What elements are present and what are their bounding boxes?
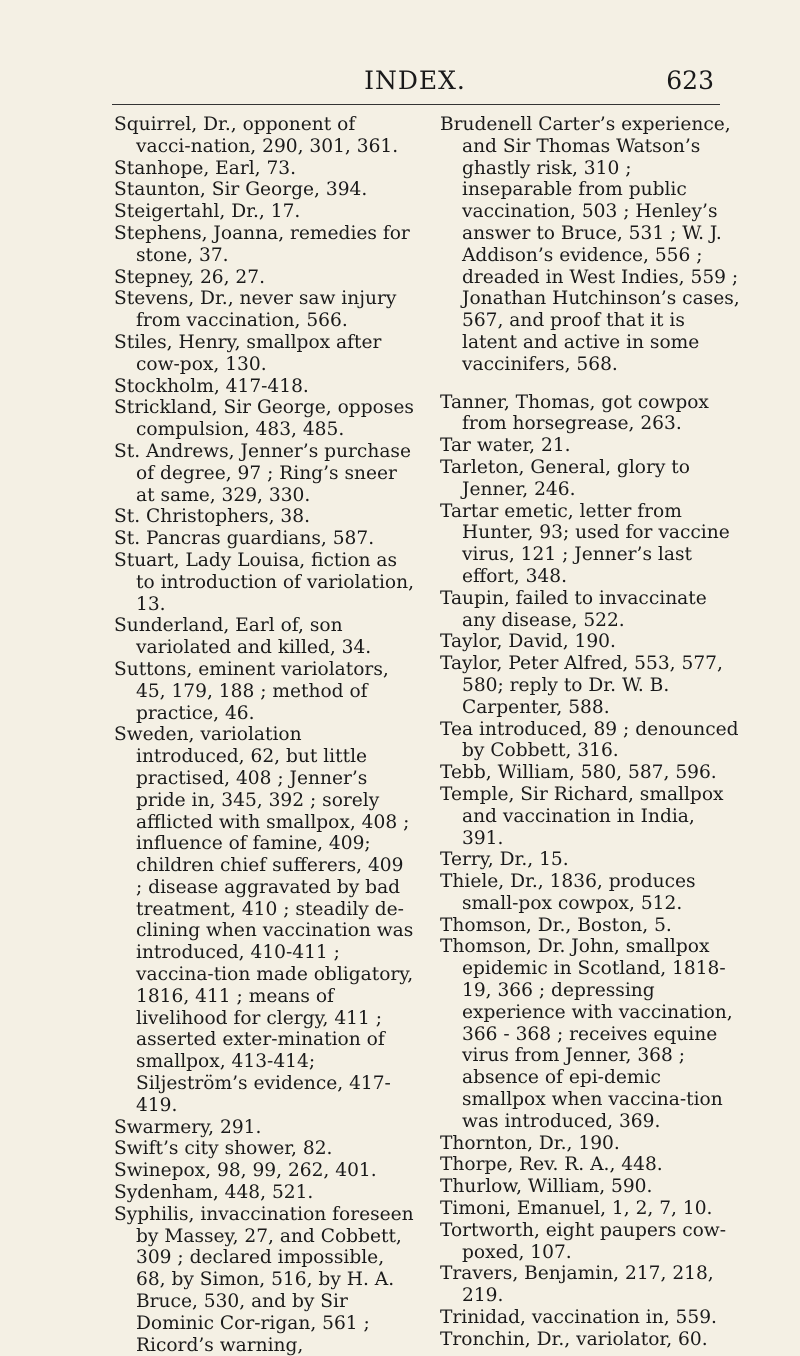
index-entry: Thornton, Dr., 190. (440, 1132, 620, 1154)
index-entry: Taylor, Peter Alfred, 553, 577, 580; reply to Dr. W. B. Carpenter, 588. (440, 653, 723, 718)
index-entry: Travers, Benjamin, 217, 218, 219. (440, 1263, 714, 1307)
index-entry: Tebb, William, 580, 587, 596. (440, 762, 717, 784)
index-entry: Squirrel, Dr., opponent of vacci-nation, 290, 301, 361. (114, 114, 399, 157)
index-entry: Sweden, variolation introduced, 62, but little practised, 408 ; Jenner’s pride in, 345, 392 ; sorely afflicted with smallpox, 408 ; influence of famine, 409; children chief sufferers, 409 ; disease aggravated by bad treatment, 410 ; steadily de-clining when vaccination was introduced, 410-411 ; vaccina-tion made obligatory, 1816, 411 ; means of livelihood for clergy, 411 ; asserted exter-mination of smallpox, 413-414; Siljeström’s evidence, 417-419. (114, 724, 414, 1116)
index-entry: Sydenham, 448, 521. (114, 1182, 314, 1204)
index-entry: Thomson, Dr., Boston, 5. (440, 914, 672, 936)
left-column (114, 114, 414, 1356)
page-header (110, 66, 720, 106)
index-entry: Tartar emetic, letter from Hunter, 93; used for vaccine virus, 121 ; Jenner’s last effort, 348. (440, 500, 730, 587)
index-entry: Stanhope, Earl, 73. (114, 157, 297, 179)
index-entry: Thiele, Dr., 1836, produces small-pox cowpox, 512. (440, 871, 696, 914)
index-entry: St. Christophers, 38. (114, 506, 310, 528)
index-entry: Thurlow, William, 590. (440, 1176, 653, 1198)
index-entry: Sunderland, Earl of, son variolated and killed, 34. (114, 615, 372, 659)
page-title: INDEX. (364, 66, 466, 95)
index-entry: Thomson, Dr. John, smallpox epidemic in Scotland, 1818-19, 366 ; depressing experience with vaccination, 366 - 368 ; receives equine virus from Jenner, 368 ; absence of epi-demic smallpox when vaccina-tion was introduced, 369. (440, 936, 733, 1132)
index-entry: Syphilis, invaccination foreseen by Massey, 27, and Cobbett, 309 ; declared impossible, 68, by Simon, 516, by H. A. Bruce, 530, and by Sir Dominic Cor-rigan, 561 ; Ricord’s warning, (114, 1203, 414, 1356)
index-entry: Temple, Sir Richard, smallpox and vaccination in India, 391. (440, 783, 724, 849)
index-entry: Stuart, Lady Louisa, fiction as to introduction of variolation, 13. (114, 549, 414, 615)
index-entry: Stiles, Henry, smallpox after cow-pox, 130. (114, 331, 382, 375)
index-entry: Tortworth, eight paupers cow-poxed, 107. (440, 1219, 727, 1263)
index-entry: Stepney, 26, 27. (114, 266, 266, 288)
index-entry: Steigertahl, Dr., 17. (114, 201, 301, 223)
index-entry: Tarleton, General, glory to Jenner, 246. (440, 456, 690, 500)
index-entry: Terry, Dr., 15. (440, 849, 569, 871)
index-entry: Tanner, Thomas, got cowpox from horsegrease, 263. (440, 391, 709, 435)
index-entry: Brudenell Carter’s experience, and Sir Thomas Watson’s ghastly risk, 310 ; inseparable from public vaccination, 503 ; Henley’s answer to Bruce, 531 ; W. J. Addison’s evidence, 556 ; dreaded in West Indies, 559 ; Jonathan Hutchinson’s cases, 567, and proof that it is latent and active in some vaccinifers, 568. (440, 114, 740, 375)
index-entry: Tronchin, Dr., variolator, 60. (440, 1328, 708, 1350)
index-entry: Suttons, eminent variolators, 45, 179, 188 ; method of practice, 46. (114, 658, 389, 724)
index-entry: Strickland, Sir George, opposes compulsion, 483, 485. (114, 397, 414, 441)
index-entry: Swift’s city shower, 82. (114, 1138, 333, 1160)
index-entry: Thorpe, Rev. R. A., 448. (440, 1154, 663, 1176)
index-entry: Tea introduced, 89 ; denounced by Cobbett, 316. (440, 718, 739, 762)
index-entry: St. Pancras guardians, 587. (114, 528, 375, 550)
index-entry: Stockholm, 417-418. (114, 375, 309, 397)
index-entry: Stephens, Joanna, remedies for stone, 37. (114, 222, 410, 266)
index-entry: Taylor, David, 190. (440, 631, 616, 653)
index-entry: Staunton, Sir George, 394. (114, 179, 368, 201)
index-entry: Taupin, failed to invaccinate any disease, 522. (440, 587, 707, 631)
index-entry: Swarmery, 291. (114, 1116, 262, 1138)
page-number: 623 (666, 66, 714, 95)
index-entry: Timoni, Emanuel, 1, 2, 7, 10. (440, 1198, 713, 1220)
index-entry: Trinidad, vaccination in, 559. (440, 1307, 717, 1329)
index-entry: Tar water, 21. (440, 435, 571, 457)
header-rule (112, 104, 720, 105)
index-entry: St. Andrews, Jenner’s purchase of degree, 97 ; Ring’s sneer at same, 329, 330. (114, 440, 411, 506)
index-entry: Swinepox, 98, 99, 262, 401. (114, 1160, 377, 1182)
right-column (440, 114, 740, 1351)
index-entry: Stevens, Dr., never saw injury from vaccination, 566. (114, 288, 397, 332)
